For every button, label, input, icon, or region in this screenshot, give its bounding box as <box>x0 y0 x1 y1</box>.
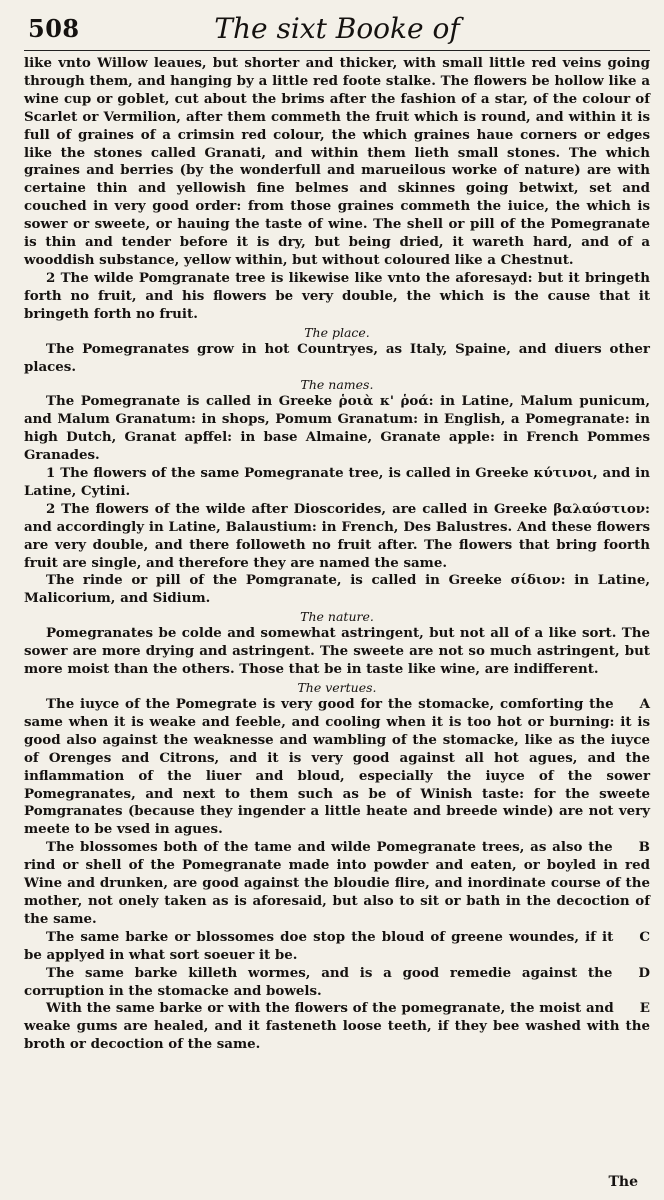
margin-letter: D <box>638 964 650 981</box>
paragraph-text: The same barke killeth wormes, and is a good remedie against the corruption in the stomacke and bowels. <box>24 964 613 999</box>
paragraph <box>24 1000 650 1054</box>
paragraph: The Pomegranates grow in hot Countryes, as Italy, Spaine, and diuers other places. <box>24 340 650 375</box>
section-heading-vertues: The vertues. <box>297 680 377 695</box>
running-header <box>24 12 650 51</box>
paragraph: The Pomegranate is called in Greeke ῥοιὰ κ' ῥοά: in Latine, Malum punicum, and Malum Granatum: in shops, Pomum Granatum: in English, a Pomegranate: in high Dutch, Granat apffel: in base Almaine, Granate apple: in French Pommes Granades. <box>24 393 650 464</box>
section-heading-nature: The nature. <box>300 609 374 625</box>
section-heading-names: The names. <box>300 377 374 393</box>
paragraph <box>24 929 650 965</box>
paragraph-text: With the same barke or with the flowers of the pomegranate, the moist and weake gums are healed, and it fasteneth loose teeth, if they bee washed with the broth or decoction of the same. <box>24 1000 650 1053</box>
paragraph: 2 The flowers of the wilde after Dioscorides, are called in Greeke βαλαύστιον: and accordingly in Latine, Balaustium: in French, Des Balustres. And these flowers are very double, and there followeth no fruit after. The flowers that bring foorth fruit are single, and therefore they are named the same. <box>24 500 650 571</box>
paragraph: 1 The flowers of the same Pomegranate tree, is called in Greeke κύτινοι, and in Latine, Cytini. <box>24 465 650 499</box>
margin-letter: E <box>639 1000 650 1017</box>
paragraph <box>24 839 650 929</box>
running-title: The sixt Booke of <box>214 12 460 45</box>
page-number: 508 <box>28 14 80 43</box>
paragraph-text: The iuyce of the Pomegrate is very good for the stomacke, comforting the same when it is weake and feeble, and cooling when it is too hot or burning: it is good also against the weaknesse and wambling of the stomacke, like as the iuyce of Orenges and Citrons, and it is very good against all hot agues, and the inflammation of the liuer and bloud, especially the iuyce of the sower Pomegranates, and next to them such as be of Winish taste: for the sweete Pomgranates (because they ingender a little heate and breede winde) are not very meete to be vsed in agues. <box>24 696 650 838</box>
text-body <box>24 55 650 1054</box>
paragraph-text: The blossomes both of the tame and wilde Pomegranate trees, as also the rind or shell of the Pomegranate made into powder and eaten, or boyled in red Wine and drunken, are good against the bloudie flire, and inordinate course of the mother, not onely taken as is aforesaid, but also to sit or bath in the decoction of the same. <box>24 839 650 927</box>
margin-letter: C <box>639 928 650 945</box>
paragraph: The rinde or pill of the Pomgranate, is called in Greeke σίδιον: in Latine, Malicorium, and Sidium. <box>24 572 650 607</box>
section-heading-place: The place. <box>304 324 370 340</box>
paragraph <box>24 965 650 1001</box>
paragraph: like vnto Willow leaues, but shorter and thicker, with small little red veins going through them, and hanging by a little red foote stalke. The flowers be hollow like a wine cup or goblet, cut about the brims after the fashion of a star, of the colour of Scarlet or Vermilion, after them commeth the fruit which is round, and within it is full of graines of a crimsin red colour, the which graines haue corners or edges like the stones called Granati, and within them lieth small stones. The which graines and berries (by the wonderfull and marueilous worke of nature) are with certaine thin and yellowish fine belmes and skinnes going betwixt, set and couched in very good order: from those graines commeth the iuice, the which is sower or sweete, or hauing the taste of wine. The shell or pill of the Pomegranate is thin and tender before it is dry, but being dried, it wareth hard, and of a wooddish substance, yellow within, but without coloured like a Chestnut. <box>24 55 650 268</box>
catchword: The <box>608 1174 638 1190</box>
paragraph-text: The same barke or blossomes doe stop the bloud of greene woundes, if it be applyed in what sort soeuer it be. <box>24 928 614 963</box>
paragraph: Pomegranates be colde and somewhat astringent, but not all of a like sort. The sower are more drying and astringent. The sweete are not so much astringent, but more moist than the others. Those that be in taste like wine, are indifferent. <box>24 625 650 678</box>
paragraph <box>24 696 650 839</box>
paragraph: 2 The wilde Pomgranate tree is likewise like vnto the aforesayd: but it bringeth forth no fruit, and his flowers be very double, the which is the cause that it bringeth forth no fruit. <box>24 269 650 322</box>
margin-letter: A <box>639 696 650 712</box>
margin-letter: B <box>638 839 650 856</box>
